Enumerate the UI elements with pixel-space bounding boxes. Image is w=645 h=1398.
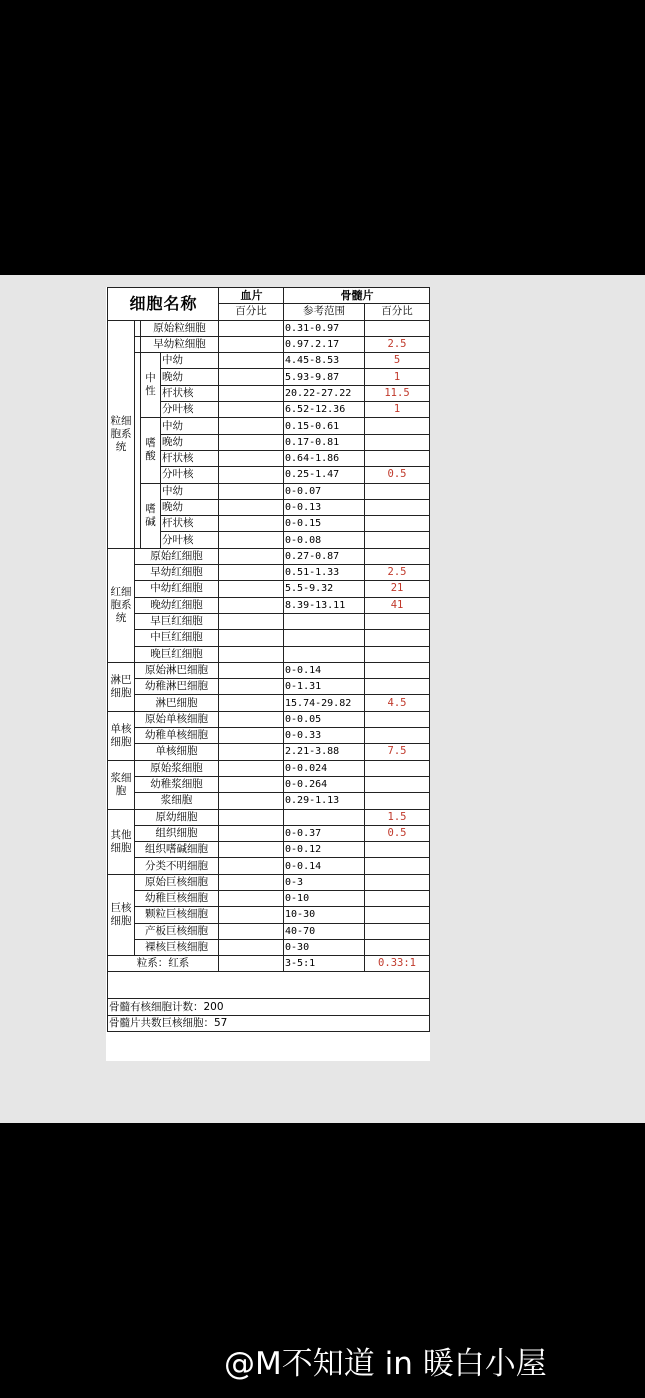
marrow-percent bbox=[365, 630, 430, 646]
marrow-percent bbox=[365, 793, 430, 809]
header-percent: 百分比 bbox=[219, 304, 284, 320]
cell-name: 原始浆细胞 bbox=[135, 760, 219, 776]
blood-percent bbox=[219, 548, 284, 564]
table-row bbox=[108, 548, 430, 564]
table-row bbox=[108, 483, 430, 499]
table-row bbox=[108, 809, 430, 825]
blank-row bbox=[108, 972, 430, 999]
cell-name: 组织细胞 bbox=[135, 825, 219, 841]
marrow-percent: 4.5 bbox=[365, 695, 430, 711]
marrow-percent bbox=[365, 662, 430, 678]
marrow-percent bbox=[365, 907, 430, 923]
group-granulocyte: 粒细胞系统 bbox=[108, 320, 135, 548]
cell-name: 中幼 bbox=[161, 418, 219, 434]
table-row bbox=[108, 581, 430, 597]
reference-range: 0.17-0.81 bbox=[284, 434, 365, 450]
cell-name: 原幼细胞 bbox=[135, 809, 219, 825]
blood-percent bbox=[219, 336, 284, 352]
cell-name: 分叶核 bbox=[161, 532, 219, 548]
bone-marrow-table bbox=[107, 287, 430, 1032]
blood-percent bbox=[219, 613, 284, 629]
marrow-percent bbox=[365, 434, 430, 450]
reference-range: 10-30 bbox=[284, 907, 365, 923]
marrow-percent bbox=[365, 858, 430, 874]
cell-name: 分类不明细胞 bbox=[135, 858, 219, 874]
blood-percent bbox=[219, 450, 284, 466]
reference-range: 0-0.05 bbox=[284, 711, 365, 727]
table-row bbox=[108, 956, 430, 972]
blood-percent bbox=[219, 662, 284, 678]
watermark-text: @M不知道 in 暖白小屋 bbox=[224, 1346, 547, 1382]
cell-name: 组织嗜碱细胞 bbox=[135, 842, 219, 858]
table-row bbox=[108, 1015, 430, 1031]
blood-percent bbox=[219, 369, 284, 385]
table-row bbox=[108, 353, 430, 369]
marrow-percent bbox=[365, 728, 430, 744]
marrow-percent bbox=[365, 923, 430, 939]
table-row bbox=[108, 320, 430, 336]
table-row bbox=[108, 418, 430, 434]
cell-name: 原始淋巴细胞 bbox=[135, 662, 219, 678]
marrow-percent: 11.5 bbox=[365, 385, 430, 401]
cell-name: 原始单核细胞 bbox=[135, 711, 219, 727]
cell-name: 晚幼红细胞 bbox=[135, 597, 219, 613]
table-row bbox=[108, 565, 430, 581]
blood-percent bbox=[219, 695, 284, 711]
cell-name: 分叶核 bbox=[161, 402, 219, 418]
blood-percent bbox=[219, 760, 284, 776]
group-neutrophil: 中性 bbox=[141, 353, 161, 418]
cell-name: 原始巨核细胞 bbox=[135, 874, 219, 890]
group-erythroid: 红细胞系统 bbox=[108, 548, 135, 662]
table-row bbox=[108, 728, 430, 744]
marrow-percent: 21 bbox=[365, 581, 430, 597]
reference-range: 0-0.024 bbox=[284, 760, 365, 776]
reference-range: 0-0.14 bbox=[284, 662, 365, 678]
table-row bbox=[108, 695, 430, 711]
cell-name: 原始红细胞 bbox=[135, 548, 219, 564]
cell-name: 晚幼 bbox=[161, 499, 219, 515]
cell-name: 裸核巨核细胞 bbox=[135, 939, 219, 955]
table-row bbox=[108, 597, 430, 613]
reference-range: 0-0.15 bbox=[284, 516, 365, 532]
reference-range: 0-10 bbox=[284, 890, 365, 906]
table-row bbox=[108, 744, 430, 760]
cell-name: 杆状核 bbox=[161, 516, 219, 532]
cell-name: 早巨红细胞 bbox=[135, 613, 219, 629]
table-row bbox=[108, 613, 430, 629]
blood-percent bbox=[219, 597, 284, 613]
table-row bbox=[108, 939, 430, 955]
reference-range: 0-0.37 bbox=[284, 825, 365, 841]
cell-name: 产板巨核细胞 bbox=[135, 923, 219, 939]
reference-range: 4.45-8.53 bbox=[284, 353, 365, 369]
blood-percent bbox=[219, 630, 284, 646]
table-row bbox=[108, 646, 430, 662]
ratio-label: 粒系：红系 bbox=[108, 956, 219, 972]
table-row bbox=[108, 760, 430, 776]
cell-name: 晚幼 bbox=[161, 369, 219, 385]
mega-count-note: 骨髓片共数巨核细胞：57 bbox=[108, 1015, 430, 1031]
table-row bbox=[108, 923, 430, 939]
table-row bbox=[108, 679, 430, 695]
blood-percent bbox=[219, 793, 284, 809]
marrow-percent bbox=[365, 516, 430, 532]
table-row bbox=[108, 874, 430, 890]
blood-percent bbox=[219, 418, 284, 434]
table-row bbox=[108, 336, 430, 352]
table-row bbox=[108, 711, 430, 727]
reference-range: 0.31-0.97 bbox=[284, 320, 365, 336]
marrow-percent bbox=[365, 890, 430, 906]
cell-name: 中幼 bbox=[161, 353, 219, 369]
reference-range: 0.51-1.33 bbox=[284, 565, 365, 581]
header-percent-marrow: 百分比 bbox=[365, 304, 430, 320]
blood-percent bbox=[219, 467, 284, 483]
marrow-percent bbox=[365, 499, 430, 515]
marrow-percent: 0.5 bbox=[365, 825, 430, 841]
cell-name: 早幼粒细胞 bbox=[141, 336, 219, 352]
table-row bbox=[108, 776, 430, 792]
cell-name: 中巨红细胞 bbox=[135, 630, 219, 646]
reference-range: 0-0.33 bbox=[284, 728, 365, 744]
marrow-percent: 1 bbox=[365, 369, 430, 385]
marrow-percent bbox=[365, 776, 430, 792]
header-cell-name: 细胞名称 bbox=[108, 288, 219, 321]
group-mega: 巨核细胞 bbox=[108, 874, 135, 955]
marrow-percent: 7.5 bbox=[365, 744, 430, 760]
nucleated-count-note: 骨髓有核细胞计数：200 bbox=[108, 999, 430, 1015]
reference-range: 0.64-1.86 bbox=[284, 450, 365, 466]
marrow-percent bbox=[365, 320, 430, 336]
reference-range: 0-30 bbox=[284, 939, 365, 955]
group-lymph: 淋巴细胞 bbox=[108, 662, 135, 711]
marrow-percent bbox=[365, 939, 430, 955]
reference-range: 6.52-12.36 bbox=[284, 402, 365, 418]
blood-percent bbox=[219, 353, 284, 369]
ratio-range: 3-5:1 bbox=[284, 956, 365, 972]
marrow-percent bbox=[365, 679, 430, 695]
ratio-blood bbox=[219, 956, 284, 972]
marrow-percent: 1 bbox=[365, 402, 430, 418]
marrow-percent: 2.5 bbox=[365, 336, 430, 352]
reference-range bbox=[284, 646, 365, 662]
blood-percent bbox=[219, 874, 284, 890]
blood-percent bbox=[219, 890, 284, 906]
cell-name: 中幼红细胞 bbox=[135, 581, 219, 597]
group-other: 其他细胞 bbox=[108, 809, 135, 874]
blood-percent bbox=[219, 744, 284, 760]
cell-name: 中幼 bbox=[161, 483, 219, 499]
table-row bbox=[108, 890, 430, 906]
cell-name: 晚巨红细胞 bbox=[135, 646, 219, 662]
group-plasma: 浆细胞 bbox=[108, 760, 135, 809]
marrow-percent bbox=[365, 711, 430, 727]
reference-range: 0.27-0.87 bbox=[284, 548, 365, 564]
blood-percent bbox=[219, 499, 284, 515]
table-row bbox=[108, 972, 430, 999]
table-row bbox=[108, 858, 430, 874]
marrow-percent bbox=[365, 874, 430, 890]
header-reference-range: 参考范围 bbox=[284, 304, 365, 320]
table-row bbox=[108, 662, 430, 678]
cell-name: 分叶核 bbox=[161, 467, 219, 483]
group-basophil: 嗜碱 bbox=[141, 483, 161, 548]
marrow-percent bbox=[365, 532, 430, 548]
reference-range: 0.97.2.17 bbox=[284, 336, 365, 352]
marrow-percent bbox=[365, 842, 430, 858]
blood-percent bbox=[219, 939, 284, 955]
reference-range: 15.74-29.82 bbox=[284, 695, 365, 711]
reference-range: 0-0.12 bbox=[284, 842, 365, 858]
marrow-percent: 0.5 bbox=[365, 467, 430, 483]
reference-range: 5.93-9.87 bbox=[284, 369, 365, 385]
blood-percent bbox=[219, 646, 284, 662]
cell-name: 早幼红细胞 bbox=[135, 565, 219, 581]
blood-percent bbox=[219, 434, 284, 450]
reference-range: 0-0.14 bbox=[284, 858, 365, 874]
reference-range: 0-0.264 bbox=[284, 776, 365, 792]
reference-range bbox=[284, 613, 365, 629]
table-row bbox=[108, 630, 430, 646]
cell-name: 晚幼 bbox=[161, 434, 219, 450]
reference-range: 0-3 bbox=[284, 874, 365, 890]
marrow-percent bbox=[365, 548, 430, 564]
table-row bbox=[108, 288, 430, 304]
marrow-percent: 41 bbox=[365, 597, 430, 613]
table-row bbox=[108, 842, 430, 858]
reference-range: 0.29-1.13 bbox=[284, 793, 365, 809]
blood-percent bbox=[219, 565, 284, 581]
cell-name: 颗粒巨核细胞 bbox=[135, 907, 219, 923]
reference-range: 2.21-3.88 bbox=[284, 744, 365, 760]
marrow-percent bbox=[365, 483, 430, 499]
reference-range: 0-0.13 bbox=[284, 499, 365, 515]
marrow-percent bbox=[365, 418, 430, 434]
cell-name: 幼稚淋巴细胞 bbox=[135, 679, 219, 695]
group-eosinophil: 嗜酸 bbox=[141, 418, 161, 483]
cell-name: 单核细胞 bbox=[135, 744, 219, 760]
blood-percent bbox=[219, 385, 284, 401]
marrow-percent bbox=[365, 646, 430, 662]
blood-percent bbox=[219, 728, 284, 744]
screenshot-panel bbox=[0, 275, 645, 1123]
blood-percent bbox=[219, 516, 284, 532]
header-bone-marrow: 骨髓片 bbox=[284, 288, 430, 304]
marrow-percent: 2.5 bbox=[365, 565, 430, 581]
blood-percent bbox=[219, 825, 284, 841]
blood-percent bbox=[219, 532, 284, 548]
reference-range: 0.15-0.61 bbox=[284, 418, 365, 434]
reference-range: 0-1.31 bbox=[284, 679, 365, 695]
blood-percent bbox=[219, 402, 284, 418]
blood-percent bbox=[219, 483, 284, 499]
blood-percent bbox=[219, 842, 284, 858]
cell-name: 杆状核 bbox=[161, 385, 219, 401]
ratio-value: 0.33:1 bbox=[365, 956, 430, 972]
reference-range: 0-0.07 bbox=[284, 483, 365, 499]
marrow-percent: 1.5 bbox=[365, 809, 430, 825]
blood-percent bbox=[219, 679, 284, 695]
group-mono: 单核细胞 bbox=[108, 711, 135, 760]
header-blood-smear: 血片 bbox=[219, 288, 284, 304]
reference-range: 40-70 bbox=[284, 923, 365, 939]
cell-name: 幼稚浆细胞 bbox=[135, 776, 219, 792]
report-sheet bbox=[106, 287, 430, 1061]
table-row bbox=[108, 999, 430, 1015]
cell-name: 杆状核 bbox=[161, 450, 219, 466]
marrow-percent bbox=[365, 760, 430, 776]
reference-range: 8.39-13.11 bbox=[284, 597, 365, 613]
reference-range: 5.5-9.32 bbox=[284, 581, 365, 597]
table-row bbox=[108, 907, 430, 923]
blood-percent bbox=[219, 858, 284, 874]
blood-percent bbox=[219, 320, 284, 336]
cell-name: 原始粒细胞 bbox=[141, 320, 219, 336]
reference-range: 0.25-1.47 bbox=[284, 467, 365, 483]
reference-range: 0-0.08 bbox=[284, 532, 365, 548]
blood-percent bbox=[219, 907, 284, 923]
blood-percent bbox=[219, 923, 284, 939]
blood-percent bbox=[219, 809, 284, 825]
marrow-percent: 5 bbox=[365, 353, 430, 369]
reference-range bbox=[284, 630, 365, 646]
cell-name: 浆细胞 bbox=[135, 793, 219, 809]
marrow-percent bbox=[365, 450, 430, 466]
blood-percent bbox=[219, 581, 284, 597]
reference-range: 20.22-27.22 bbox=[284, 385, 365, 401]
blood-percent bbox=[219, 776, 284, 792]
cell-name: 淋巴细胞 bbox=[135, 695, 219, 711]
marrow-percent bbox=[365, 613, 430, 629]
table-row bbox=[108, 825, 430, 841]
cell-name: 幼稚单核细胞 bbox=[135, 728, 219, 744]
reference-range bbox=[284, 809, 365, 825]
blood-percent bbox=[219, 711, 284, 727]
table-row bbox=[108, 793, 430, 809]
cell-name: 幼稚巨核细胞 bbox=[135, 890, 219, 906]
